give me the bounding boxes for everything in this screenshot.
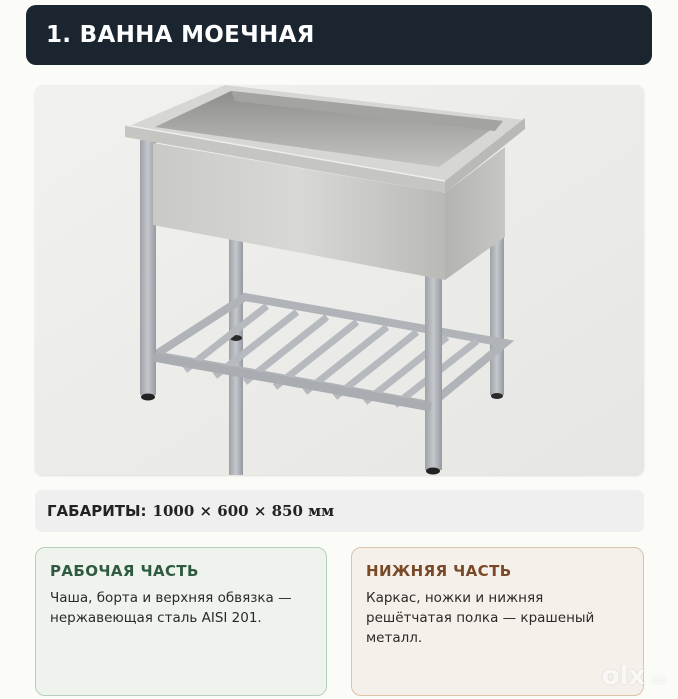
olx-domain: .uz xyxy=(648,672,666,686)
bottom-part-title: НИЖНЯЯ ЧАСТЬ xyxy=(366,562,512,580)
bottom-part-text: Каркас, ножки и нижняя решётчатая полка — крашеный металл. xyxy=(366,590,595,646)
olx-watermark xyxy=(602,661,666,691)
dimensions-label: ГАБАРИТЫ: xyxy=(47,502,147,520)
olx-logo: olx xyxy=(601,661,646,691)
page-header xyxy=(26,5,652,65)
dimensions-bar xyxy=(35,490,644,532)
product-photo xyxy=(35,85,644,475)
sink-table-illustration xyxy=(35,85,644,475)
page-title: 1. ВАННА МОЕЧНАЯ xyxy=(46,22,315,48)
work-part-text: Чаша, борта и верхняя обвязка — нержавеющая сталь AISI 201. xyxy=(50,590,292,626)
bottom-part-card xyxy=(351,547,644,696)
work-part-card xyxy=(35,547,327,696)
dimensions-value: 1000 × 600 × 850 мм xyxy=(152,502,335,520)
work-part-title: РАБОЧАЯ ЧАСТЬ xyxy=(50,562,199,580)
